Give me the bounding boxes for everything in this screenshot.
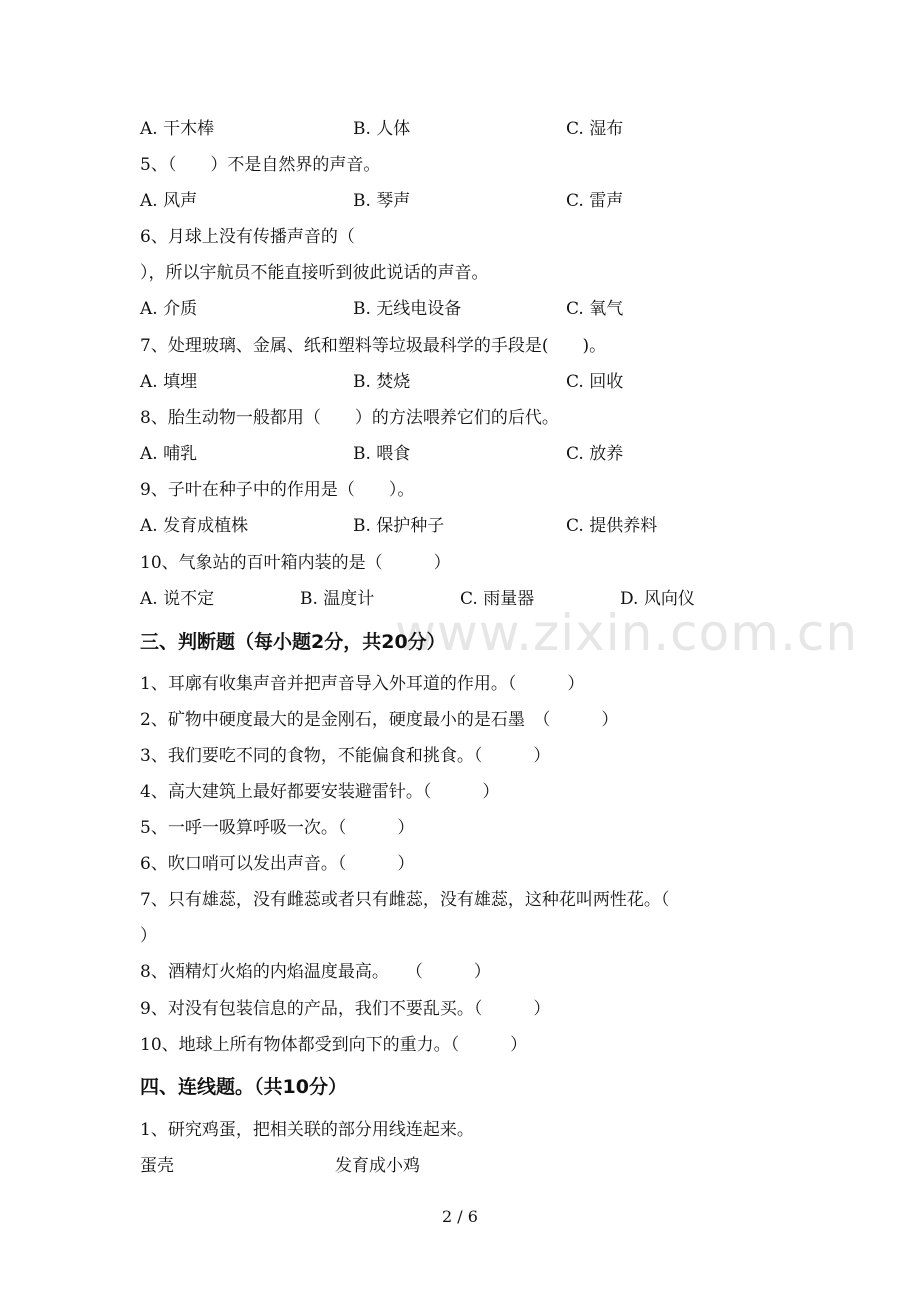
q9-option-a: A. 发育成植株 bbox=[140, 516, 249, 536]
q10-option-c: C. 雨量器 bbox=[460, 589, 535, 609]
judge-item-8: 8、酒精灯火焰的内焰温度最高。 （ ） bbox=[140, 962, 491, 982]
match-right-item: 发育成小鸡 bbox=[335, 1156, 420, 1176]
judge-item-3: 3、我们要吃不同的食物，不能偏食和挑食。（ ） bbox=[140, 746, 551, 766]
q6-option-a: A. 介质 bbox=[140, 299, 198, 319]
judge-item-5: 5、一呼一吸算呼吸一次。（ ） bbox=[140, 818, 415, 838]
q5-stem: 5、（ ）不是自然界的声音。 bbox=[140, 155, 381, 175]
section4-title: 四、连线题。（共10分） bbox=[140, 1076, 347, 1098]
judge-item-10: 10、地球上所有物体都受到向下的重力。（ ） bbox=[140, 1035, 528, 1055]
q6-stem: 6、月球上没有传播声音的（ bbox=[140, 227, 355, 247]
judge-item-4: 4、高大建筑上最好都要安装避雷针。（ ） bbox=[140, 782, 500, 802]
q8-stem: 8、胎生动物一般都用（ ）的方法喂养它们的后代。 bbox=[140, 408, 559, 428]
q6-stem-cont: ），所以宇航员不能直接听到彼此说话的声音。 bbox=[140, 263, 489, 283]
q8-option-a: A. 哺乳 bbox=[140, 444, 198, 464]
watermark: www.zixin.com.cn bbox=[395, 604, 859, 662]
q5-option-a: A. 风声 bbox=[140, 191, 198, 211]
judge-item-7: 7、只有雄蕊，没有雌蕊或者只有雌蕊，没有雄蕊，这种花叫两性花。（ bbox=[140, 890, 670, 910]
q4-option-a: A. 干木棒 bbox=[140, 119, 215, 139]
page-number: 2 / 6 bbox=[442, 1207, 478, 1226]
match-q1-stem: 1、研究鸡蛋，把相关联的部分用线连起来。 bbox=[140, 1120, 474, 1140]
q8-option-c: C. 放养 bbox=[566, 444, 624, 464]
q4-option-b: B. 人体 bbox=[353, 119, 411, 139]
q5-option-c: C. 雷声 bbox=[566, 191, 624, 211]
q7-option-b: B. 焚烧 bbox=[353, 372, 411, 392]
match-left-item: 蛋壳 bbox=[140, 1156, 174, 1176]
judge-item-1: 1、耳廓有收集声音并把声音导入外耳道的作用。（ ） bbox=[140, 674, 585, 694]
q10-stem: 10、气象站的百叶箱内装的是（ ） bbox=[140, 553, 451, 573]
q6-option-c: C. 氧气 bbox=[566, 299, 624, 319]
q7-option-a: A. 填埋 bbox=[140, 372, 198, 392]
q5-option-b: B. 琴声 bbox=[353, 191, 411, 211]
q10-option-a: A. 说不定 bbox=[140, 589, 215, 609]
q10-option-b: B. 温度计 bbox=[300, 589, 375, 609]
q4-option-c: C. 湿布 bbox=[566, 119, 624, 139]
q8-option-b: B. 喂食 bbox=[353, 444, 411, 464]
q10-option-d: D. 风向仪 bbox=[620, 589, 695, 609]
q9-option-c: C. 提供养料 bbox=[566, 516, 658, 536]
judge-item-7-cont: ） bbox=[140, 926, 157, 946]
q9-option-b: B. 保护种子 bbox=[353, 516, 445, 536]
q6-option-b: B. 无线电设备 bbox=[353, 299, 462, 319]
section3-title: 三、判断题（每小题2分，共20分） bbox=[140, 631, 446, 653]
q7-stem: 7、处理玻璃、金属、纸和塑料等垃圾最科学的手段是( )。 bbox=[140, 336, 607, 356]
judge-item-6: 6、吹口哨可以发出声音。（ ） bbox=[140, 854, 415, 874]
q9-stem: 9、子叶在种子中的作用是（ ）。 bbox=[140, 480, 415, 500]
judge-item-9: 9、对没有包装信息的产品，我们不要乱买。（ ） bbox=[140, 999, 551, 1019]
judge-item-2: 2、矿物中硬度最大的是金刚石，硬度最小的是石墨 （ ） bbox=[140, 710, 619, 730]
q7-option-c: C. 回收 bbox=[566, 372, 624, 392]
